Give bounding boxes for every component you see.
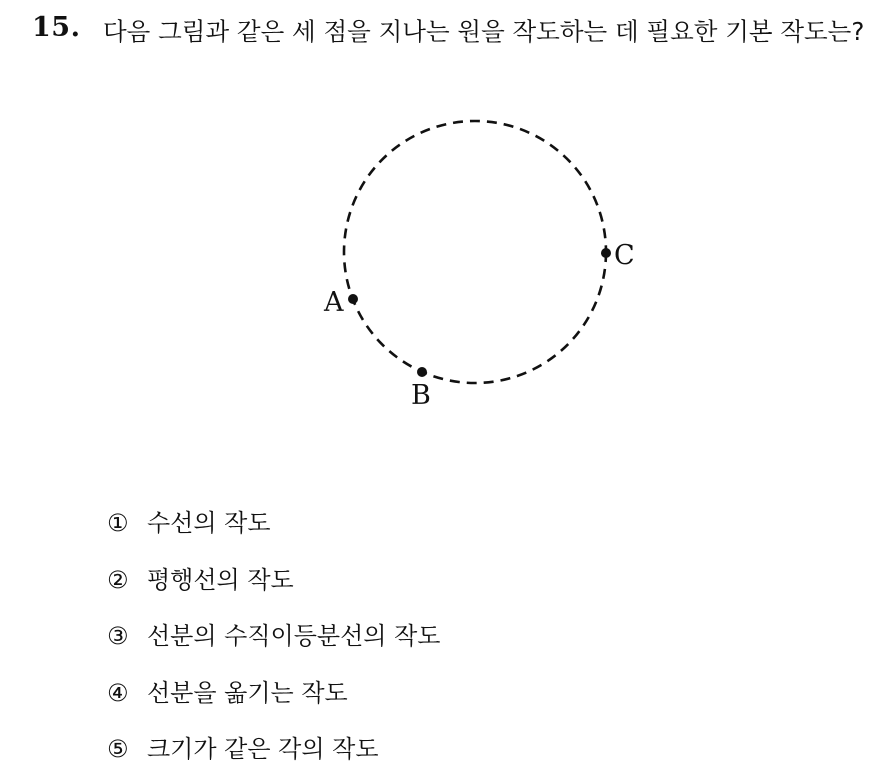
question-number: 15. <box>32 12 81 43</box>
point-a-label: A <box>324 287 344 318</box>
choice-2[interactable] <box>107 560 294 595</box>
choice-2-text: 평행선의 작도 <box>147 566 294 594</box>
choice-3[interactable] <box>107 616 440 651</box>
choice-3-text: 선분의 수직이등분선의 작도 <box>147 622 441 650</box>
point-b-dot <box>417 367 427 377</box>
point-c-dot <box>601 248 611 258</box>
choice-4[interactable] <box>107 673 348 708</box>
choice-5-text: 크기가 같은 각의 작도 <box>147 735 379 763</box>
choice-2-mark: ② <box>107 566 129 594</box>
choice-1[interactable] <box>107 503 271 538</box>
choice-4-mark: ④ <box>107 679 129 707</box>
point-b-label: B <box>411 380 431 411</box>
choice-1-mark: ① <box>107 509 129 537</box>
point-c-label: C <box>614 240 635 271</box>
point-a-dot <box>348 294 358 304</box>
choice-5[interactable] <box>107 729 379 764</box>
dashed-circle <box>344 121 606 383</box>
choice-3-mark: ③ <box>107 622 129 650</box>
choice-1-text: 수선의 작도 <box>147 509 271 537</box>
question-text: 다음 그림과 같은 세 점을 지나는 원을 작도하는 데 필요한 기본 작도는? <box>103 17 865 46</box>
choice-5-mark: ⑤ <box>107 735 129 763</box>
choice-4-text: 선분을 옮기는 작도 <box>147 679 348 707</box>
